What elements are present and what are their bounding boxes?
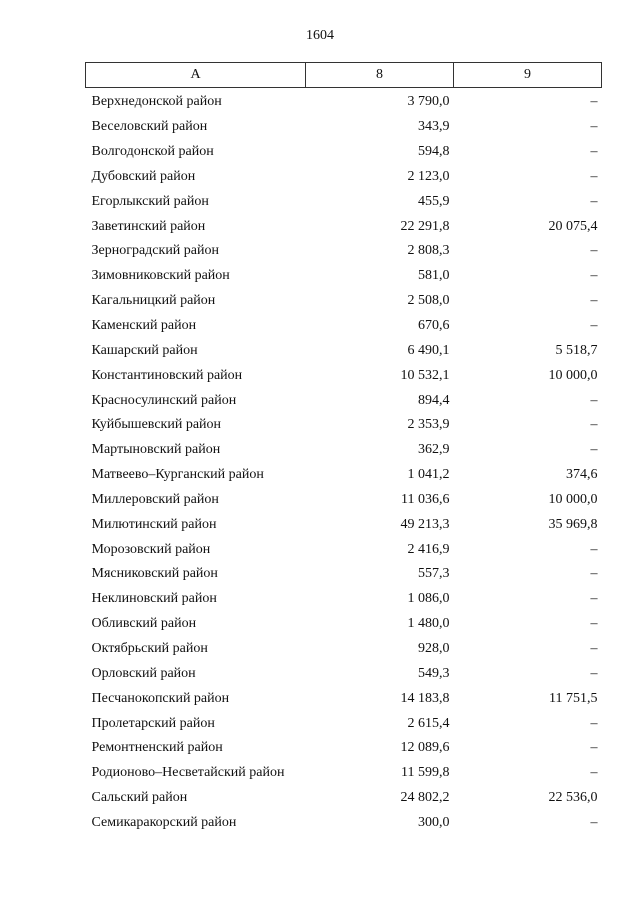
value-col-9: – [590, 293, 598, 309]
value-col-8: 12 089,6 [400, 740, 450, 756]
value-col-8: 1 086,0 [407, 591, 450, 607]
value-col-9: – [590, 566, 598, 582]
value-col-8: 928,0 [418, 640, 450, 656]
value-col-8: 2 416,9 [407, 541, 450, 557]
table-row [86, 810, 602, 835]
value-col-8: 1 480,0 [407, 616, 450, 632]
district-name: Волгодонской район [91, 144, 214, 160]
table-row [86, 736, 602, 761]
value-col-8: 2 353,9 [407, 417, 450, 433]
district-name: Орловский район [91, 665, 196, 681]
value-col-8: 581,0 [418, 268, 450, 284]
table-row [86, 686, 602, 711]
table-row [86, 88, 602, 115]
district-name: Ремонтненский район [91, 740, 223, 756]
table-row [86, 711, 602, 736]
table-row [86, 786, 602, 811]
table-row [86, 165, 602, 190]
value-col-9: 10 000,0 [548, 367, 598, 383]
value-col-8: 362,9 [418, 442, 450, 458]
value-col-8: 24 802,2 [400, 790, 450, 806]
district-name: Константиновский район [91, 367, 243, 383]
value-col-9: 20 075,4 [548, 218, 598, 234]
value-col-8: 557,3 [418, 566, 450, 582]
district-name: Мартыновский район [91, 442, 221, 458]
value-col-9: – [590, 765, 598, 781]
value-col-9: – [590, 740, 598, 756]
value-col-9: – [590, 243, 598, 259]
district-name: Кагальницкий район [91, 293, 216, 309]
value-col-9: – [590, 119, 598, 135]
district-name: Милютинский район [91, 516, 217, 532]
district-name: Матвеево–Курганский район [91, 467, 264, 483]
value-col-9: – [590, 616, 598, 632]
table-body [86, 88, 602, 836]
table-row [86, 661, 602, 686]
value-col-9: – [590, 318, 598, 334]
value-col-9: – [590, 417, 598, 433]
district-name: Егорлыкский район [91, 193, 209, 209]
value-col-9: – [590, 94, 598, 110]
district-name: Веселовский район [91, 119, 208, 135]
value-col-9: – [590, 814, 598, 830]
value-col-8: 1 041,2 [407, 467, 450, 483]
value-col-8: 2 615,4 [407, 715, 450, 731]
district-name: Сальский район [91, 790, 188, 806]
table-row [86, 438, 602, 463]
table-row [86, 537, 602, 562]
value-col-9: 11 751,5 [549, 690, 598, 706]
value-col-8: 22 291,8 [400, 218, 450, 234]
value-col-9: – [590, 640, 598, 656]
table-row [86, 562, 602, 587]
district-name: Родионово–Несветайский район [91, 765, 285, 781]
value-col-9: – [590, 193, 598, 209]
value-col-8: 14 183,8 [400, 690, 450, 706]
table-header [86, 63, 602, 88]
value-col-9: 374,6 [566, 467, 598, 483]
value-col-9: 10 000,0 [548, 491, 598, 507]
value-col-9: – [590, 715, 598, 731]
value-col-8: 49 213,3 [400, 516, 450, 532]
value-col-9: – [590, 392, 598, 408]
header-col-a: А [86, 63, 306, 88]
table-row [86, 338, 602, 363]
district-name: Красносулинский район [91, 392, 237, 408]
table-row [86, 612, 602, 637]
value-col-8: 6 490,1 [407, 342, 450, 358]
table-row [86, 239, 602, 264]
value-col-8: 2 808,3 [407, 243, 450, 259]
value-col-8: 3 790,0 [407, 94, 450, 110]
value-col-8: 11 599,8 [401, 765, 450, 781]
value-col-9: – [590, 591, 598, 607]
district-name: Семикаракорский район [91, 814, 237, 830]
value-col-9: – [590, 541, 598, 557]
value-col-8: 343,9 [418, 119, 450, 135]
district-name: Зимовниковский район [91, 268, 230, 284]
table-row [86, 189, 602, 214]
district-name: Куйбышевский район [91, 417, 222, 433]
district-name: Дубовский район [91, 168, 196, 184]
table-row [86, 761, 602, 786]
district-name: Обливский район [91, 616, 197, 632]
value-col-8: 894,4 [418, 392, 450, 408]
value-col-9: – [590, 665, 598, 681]
budget-table [85, 62, 602, 835]
header-row [86, 63, 602, 88]
district-name: Мясниковский район [91, 566, 218, 582]
district-name: Песчанокопский район [91, 690, 230, 706]
value-col-8: 11 036,6 [401, 491, 450, 507]
value-col-9: – [590, 268, 598, 284]
table-row [86, 587, 602, 612]
district-name: Пролетарский район [91, 715, 215, 731]
district-name: Верхнедонской район [91, 94, 222, 110]
value-col-8: 300,0 [418, 814, 450, 830]
district-name: Кашарский район [91, 342, 198, 358]
value-col-9: 35 969,8 [548, 516, 598, 532]
district-name: Миллеровский район [91, 491, 219, 507]
district-name: Октябрьский район [91, 640, 208, 656]
value-col-9: – [590, 168, 598, 184]
value-col-8: 670,6 [418, 318, 450, 334]
value-col-8: 10 532,1 [400, 367, 450, 383]
table-row [86, 289, 602, 314]
value-col-9: 22 536,0 [548, 790, 598, 806]
table-row [86, 264, 602, 289]
page-number: 1604 [306, 28, 334, 43]
value-col-8: 594,8 [418, 144, 450, 160]
table-row [86, 388, 602, 413]
district-name: Неклиновский район [91, 591, 217, 607]
district-name: Зерноградский район [91, 243, 219, 259]
table-row [86, 140, 602, 165]
district-name: Морозовский район [91, 541, 211, 557]
value-col-8: 2 123,0 [407, 168, 450, 184]
table-row [86, 314, 602, 339]
table-row [86, 413, 602, 438]
header-col-9: 9 [454, 63, 602, 88]
district-name: Каменский район [91, 318, 197, 334]
table-row [86, 637, 602, 662]
table-row [86, 463, 602, 488]
table-row [86, 214, 602, 239]
district-name: Заветинский район [91, 218, 206, 234]
value-col-8: 2 508,0 [407, 293, 450, 309]
table-row [86, 488, 602, 513]
table-row [86, 363, 602, 388]
header-col-8: 8 [306, 63, 454, 88]
table-row [86, 512, 602, 537]
value-col-9: – [590, 144, 598, 160]
value-col-8: 455,9 [418, 193, 450, 209]
value-col-8: 549,3 [418, 665, 450, 681]
value-col-9: 5 518,7 [555, 342, 598, 358]
table-row [86, 115, 602, 140]
value-col-9: – [590, 442, 598, 458]
